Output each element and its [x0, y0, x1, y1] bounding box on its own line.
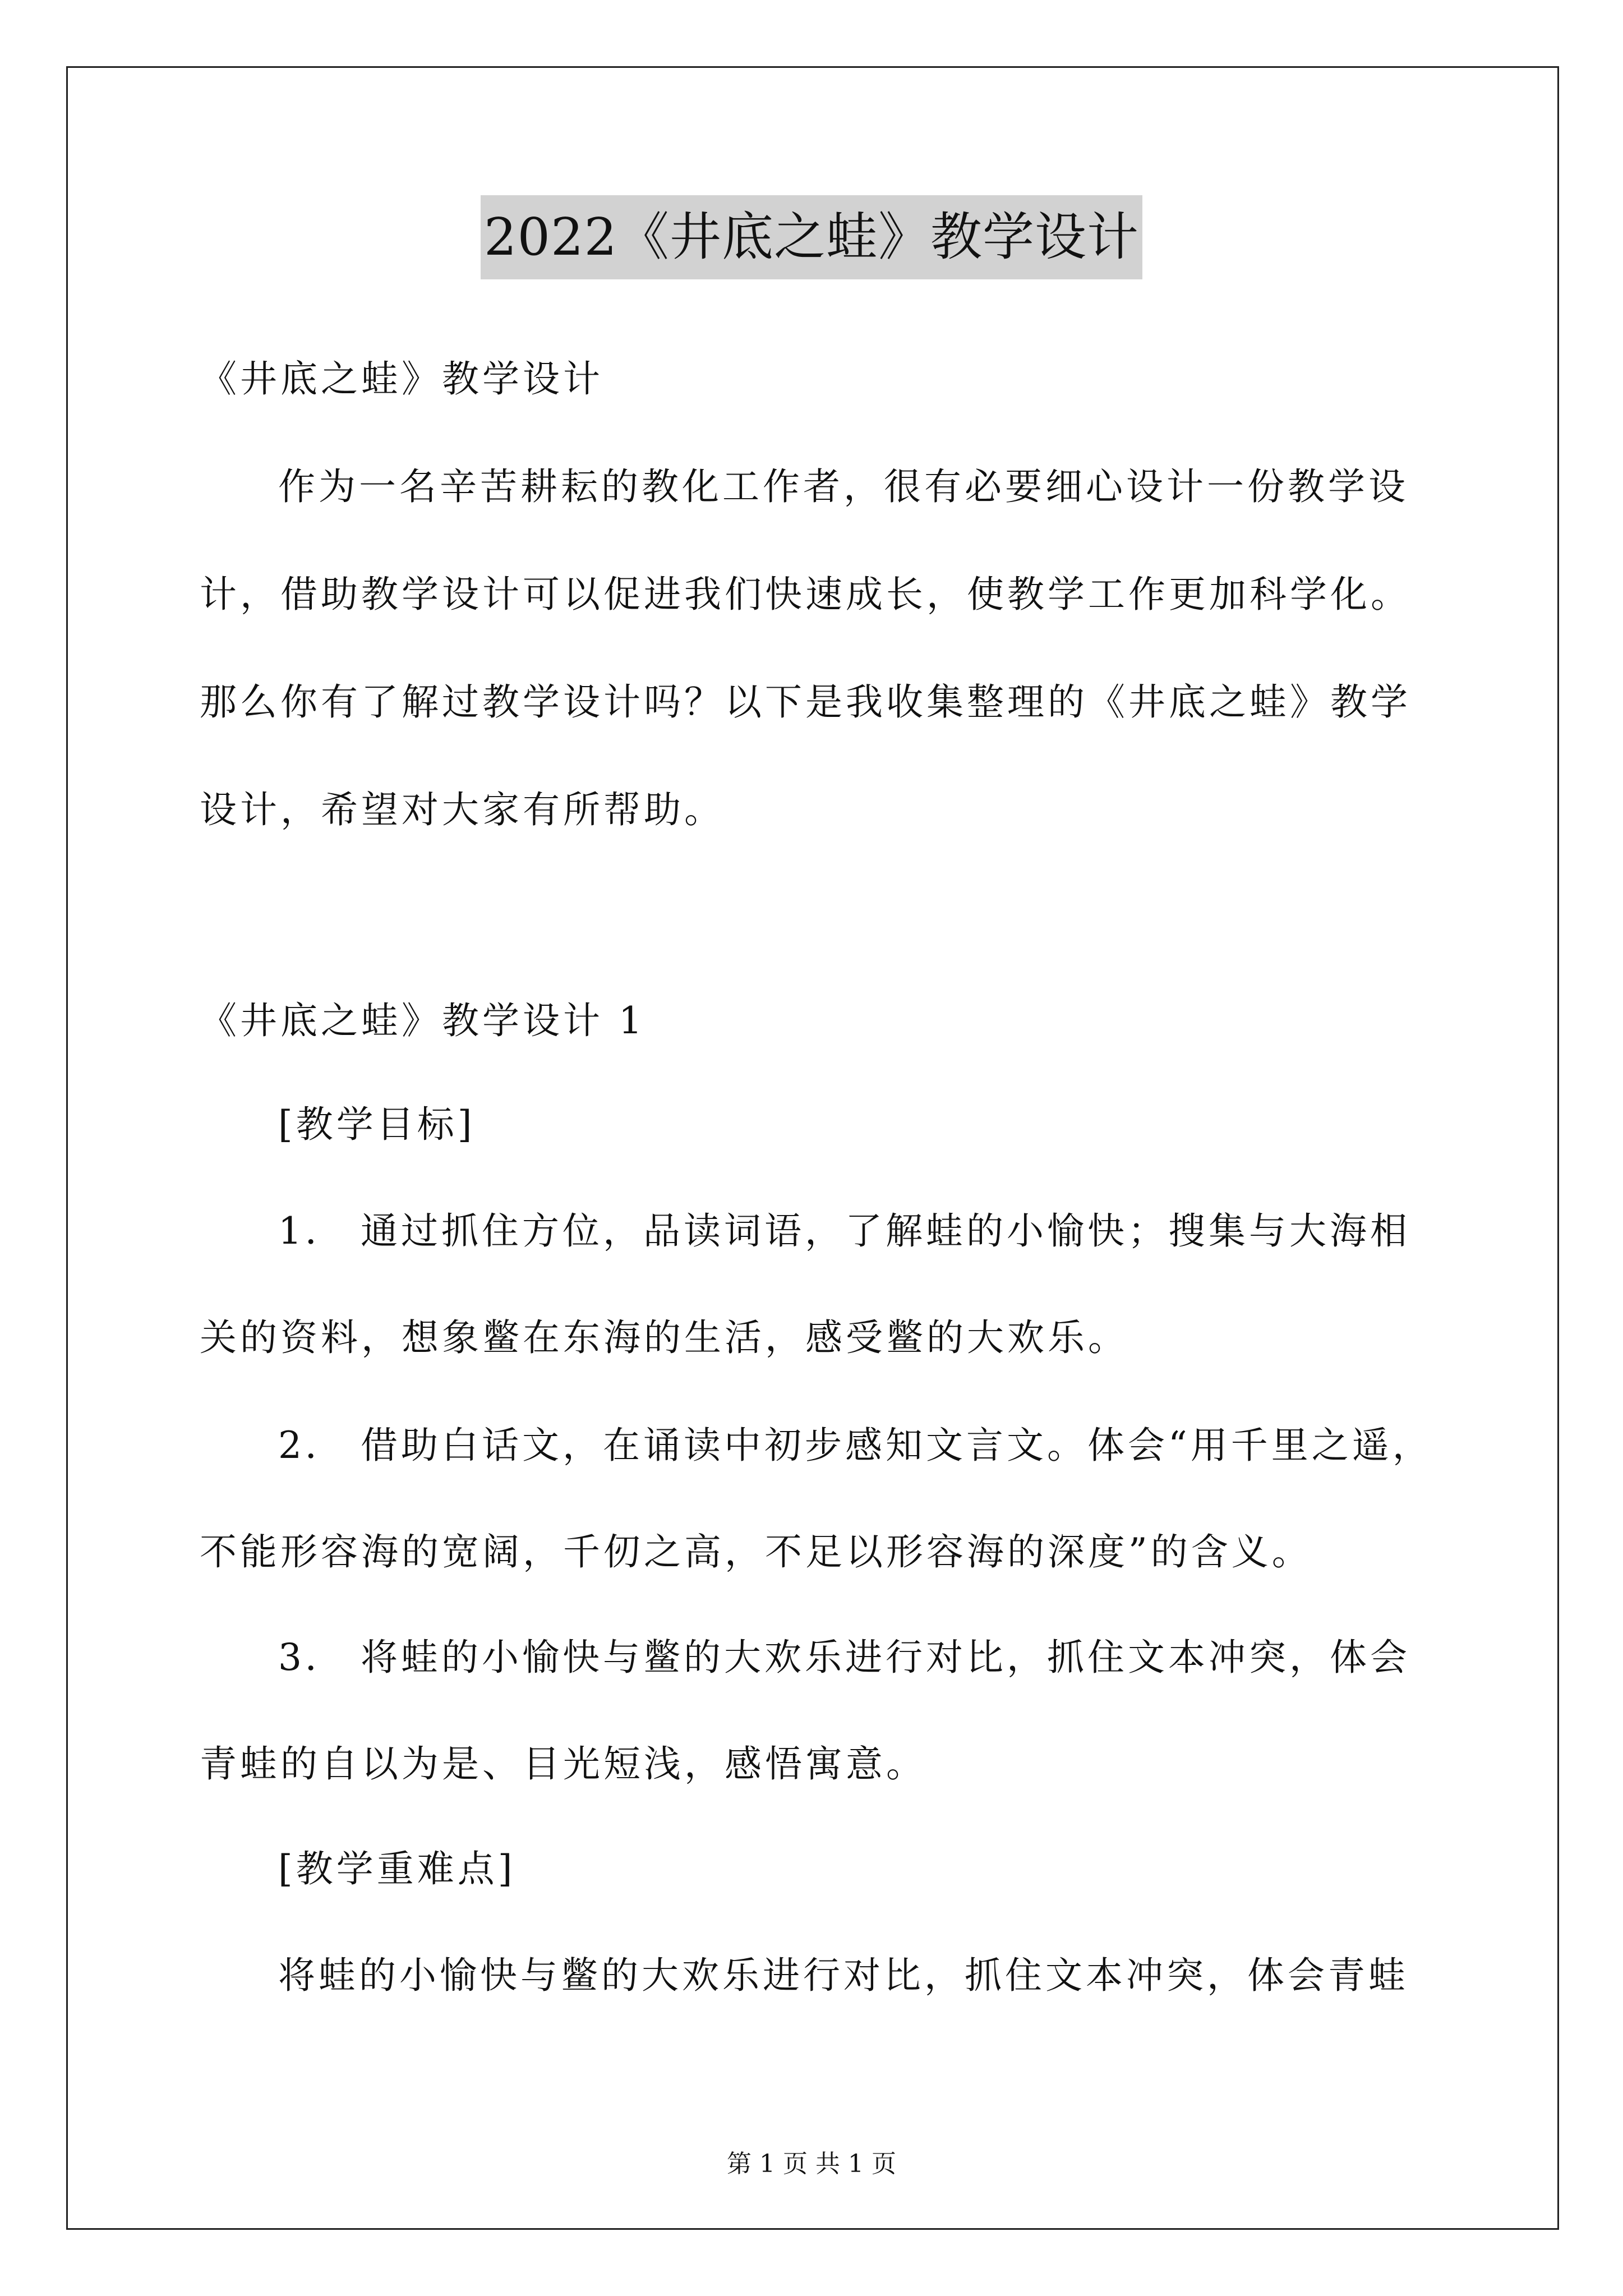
objective-3-line-2: 青蛙的自以为是、目光短浅，感悟寓意。: [200, 1742, 926, 1786]
objective-2-line-2: 不能形容海的宽阔，千仞之高，不足以形容海的深度”的含义。: [200, 1530, 1312, 1573]
document-title: 2022《井底之蛙》教学设计: [481, 195, 1142, 279]
objectives-heading: [教学目标]: [278, 1103, 476, 1146]
intro-line-4: 设计，希望对大家有所帮助。: [200, 788, 725, 831]
document-title-block: [0, 195, 1623, 279]
objective-2-line-1: 2． 借助白话文，在诵读中初步感知文言文。体会“用千里之遥，: [278, 1424, 1433, 1467]
intro-line-1: 作为一名辛苦耕耘的教化工作者，很有必要细心设计一份教学设: [278, 465, 1409, 508]
intro-line-2: 计，借助教学设计可以促进我们快速成长，使教学工作更加科学化。: [200, 573, 1411, 616]
section-title: 《井底之蛙》教学设计 1: [200, 999, 645, 1042]
intro-line-3: 那么你有了解过教学设计吗？以下是我收集整理的《井底之蛙》教学: [200, 680, 1411, 724]
objective-3-line-1: 3． 将蛙的小愉快与鳖的大欢乐进行对比，抓住文本冲突，体会: [278, 1636, 1410, 1679]
objective-1-line-1: 1． 通过抓住方位，品读词语，了解蛙的小愉快；搜集与大海相: [278, 1209, 1410, 1253]
page-footer: 第 1 页 共 1 页: [727, 2150, 896, 2178]
keypoints-line-1: 将蛙的小愉快与鳖的大欢乐进行对比，抓住文本冲突，体会青蛙: [278, 1954, 1409, 1997]
subtitle: 《井底之蛙》教学设计: [200, 357, 603, 401]
objective-1-line-2: 关的资料，想象鳖在东海的生活，感受鳖的大欢乐。: [200, 1316, 1128, 1359]
keypoints-heading: [教学重难点]: [278, 1847, 516, 1890]
